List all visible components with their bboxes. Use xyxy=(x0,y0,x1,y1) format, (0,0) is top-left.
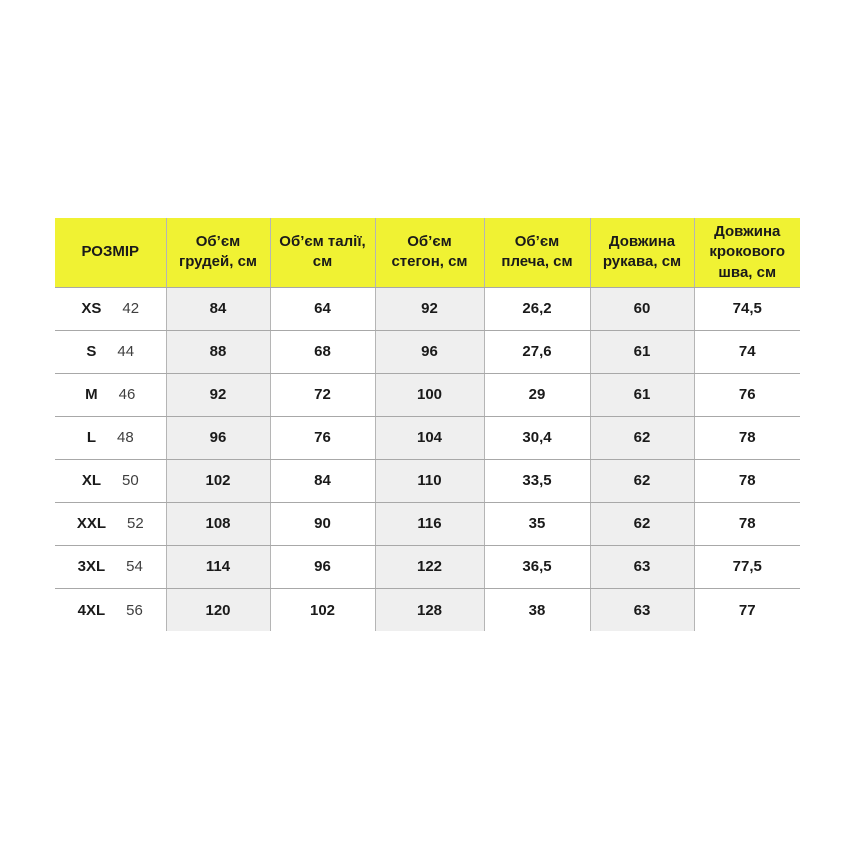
column-header-chest: Об’єм грудей, см xyxy=(166,218,270,287)
value-cell: 84 xyxy=(270,459,375,502)
size-cell xyxy=(55,502,166,545)
value-cell: 35 xyxy=(484,502,590,545)
size-label: XXL xyxy=(76,515,106,533)
size-cell xyxy=(55,330,166,373)
value-cell: 78 xyxy=(694,459,800,502)
table-row xyxy=(55,287,800,330)
size-label: 4XL xyxy=(77,601,106,619)
value-cell: 96 xyxy=(375,330,484,373)
value-cell: 114 xyxy=(166,545,270,588)
column-header-hips: Об’єм стегон, см xyxy=(375,218,484,287)
size-number: 52 xyxy=(127,515,144,533)
value-cell: 72 xyxy=(270,373,375,416)
size-number: 48 xyxy=(116,429,134,447)
size-cell xyxy=(55,373,166,416)
value-cell: 92 xyxy=(166,373,270,416)
column-header-shoulder: Об’єм плеча, см xyxy=(484,218,590,287)
value-cell: 63 xyxy=(590,545,694,588)
value-cell: 78 xyxy=(694,502,800,545)
value-cell: 90 xyxy=(270,502,375,545)
value-cell: 62 xyxy=(590,459,694,502)
value-cell: 60 xyxy=(590,287,694,330)
column-header-waist: Об’єм талії, см xyxy=(270,218,375,287)
size-cell xyxy=(55,545,166,588)
size-cell xyxy=(55,287,166,330)
value-cell: 76 xyxy=(270,416,375,459)
value-cell: 30,4 xyxy=(484,416,590,459)
value-cell: 63 xyxy=(590,588,694,631)
value-cell: 120 xyxy=(166,588,270,631)
value-cell: 116 xyxy=(375,502,484,545)
value-cell: 100 xyxy=(375,373,484,416)
size-number: 44 xyxy=(117,343,135,361)
column-header-size: РОЗМІР xyxy=(55,218,166,287)
table-row xyxy=(55,588,800,631)
value-cell: 96 xyxy=(166,416,270,459)
size-label: 3XL xyxy=(77,558,106,576)
table-row xyxy=(55,330,800,373)
value-cell: 64 xyxy=(270,287,375,330)
value-cell: 74 xyxy=(694,330,800,373)
value-cell: 38 xyxy=(484,588,590,631)
table-row xyxy=(55,459,800,502)
value-cell: 128 xyxy=(375,588,484,631)
size-label: S xyxy=(86,343,97,361)
size-label: XS xyxy=(81,300,102,318)
value-cell: 62 xyxy=(590,416,694,459)
value-cell: 74,5 xyxy=(694,287,800,330)
value-cell: 62 xyxy=(590,502,694,545)
table-row xyxy=(55,416,800,459)
value-cell: 26,2 xyxy=(484,287,590,330)
size-chart-table xyxy=(55,218,800,631)
size-number: 42 xyxy=(122,300,140,318)
value-cell: 77 xyxy=(738,601,756,619)
value-cell: 102 xyxy=(270,588,375,631)
size-number: 56 xyxy=(126,601,143,619)
size-number: 54 xyxy=(126,558,143,576)
value-cell: 76 xyxy=(694,373,800,416)
table-row xyxy=(55,373,800,416)
size-cell xyxy=(55,459,166,502)
column-header-sleeve: Довжина рукава, см xyxy=(590,218,694,287)
value-cell: 108 xyxy=(166,502,270,545)
value-cell: 77,5 xyxy=(694,545,800,588)
value-cell: 88 xyxy=(166,330,270,373)
value-cell: 110 xyxy=(375,459,484,502)
value-cell: 33,5 xyxy=(484,459,590,502)
value-cell: 92 xyxy=(375,287,484,330)
size-label: XL xyxy=(81,472,101,490)
value-cell: 84 xyxy=(166,287,270,330)
value-cell: 61 xyxy=(590,330,694,373)
size-number: 50 xyxy=(121,472,139,490)
value-cell: 78 xyxy=(694,416,800,459)
size-number: 46 xyxy=(118,386,136,404)
value-cell: 27,6 xyxy=(484,330,590,373)
value-cell: 29 xyxy=(484,373,590,416)
value-cell: 122 xyxy=(375,545,484,588)
size-table xyxy=(55,218,800,631)
table-row xyxy=(55,545,800,588)
size-label: M xyxy=(85,386,98,404)
size-cell xyxy=(55,416,166,459)
value-cell: 36,5 xyxy=(484,545,590,588)
table-row xyxy=(55,502,800,545)
value-cell: 104 xyxy=(375,416,484,459)
column-header-inseam: Довжина крокового шва, см xyxy=(694,218,800,287)
value-cell: 96 xyxy=(270,545,375,588)
size-label: L xyxy=(86,429,96,447)
value-cell: 61 xyxy=(590,373,694,416)
value-cell: 102 xyxy=(166,459,270,502)
size-cell xyxy=(55,588,166,631)
header-row xyxy=(55,218,800,287)
value-cell: 68 xyxy=(270,330,375,373)
